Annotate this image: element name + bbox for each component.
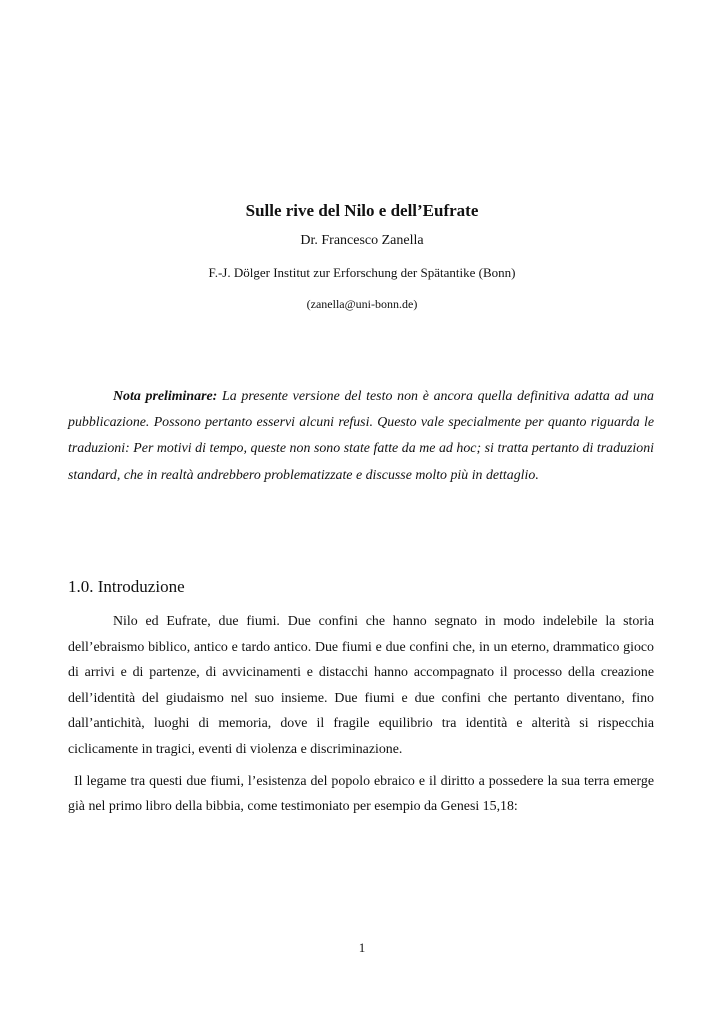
- body-paragraph: Il legame tra questi due fiumi, l’esistenza del popolo ebraico e il diritto a possedere la sua terra emerge già nel primo libro della bibbia, come testimoniato per esempio da Genesi 15,18:: [68, 773, 654, 815]
- body-paragraph: Nilo ed Eufrate, due fiumi. Due confini che hanno segnato in modo indelebile la storia dell’ebraismo biblico, antico e tardo antico. Due fiumi e due confini che, in un eterno, drammatico gioco di arrivi e di partenze, di avvicinamenti e distacchi hanno accompagnato il processo della creazione dell’identità del giudaismo nel suo insieme. Due fiumi e due confini che pertanto diventano, fino dall’antichità, luoghi di memoria, dove il fragile equilibrio tra identità e alterità si rispecchia ciclicamente in tragici, eventi di violenza e discriminazione.: [68, 614, 654, 757]
- preliminary-note: [68, 384, 654, 489]
- document-title: Sulle rive del Nilo e dell’Eufrate: [245, 201, 479, 220]
- page-number: 1: [358, 940, 366, 955]
- author-name: Dr. Francesco Zanella: [300, 233, 424, 248]
- author-email: (zanella@uni-bonn.de): [306, 297, 418, 311]
- author-institute: F.-J. Dölger Institut zur Erforschung der Spätantike (Bonn): [208, 265, 516, 280]
- note-text: La presente versione del testo non è ancora quella definitiva adatta ad una pubblicazione. Possono pertanto esservi alcuni refusi. Questo vale specialmente per quanto riguarda le traduzioni: Per motivi di tempo, queste non sono state fatte da me ad hoc; si tratta pertanto di traduzioni standard, che in realtà andrebbero problematizzate e discusse molto più in dettaglio.: [68, 389, 654, 483]
- note-label: Nota preliminare:: [113, 389, 218, 404]
- section-body: [68, 609, 654, 820]
- section-heading: 1.0. Introduzione: [68, 577, 185, 596]
